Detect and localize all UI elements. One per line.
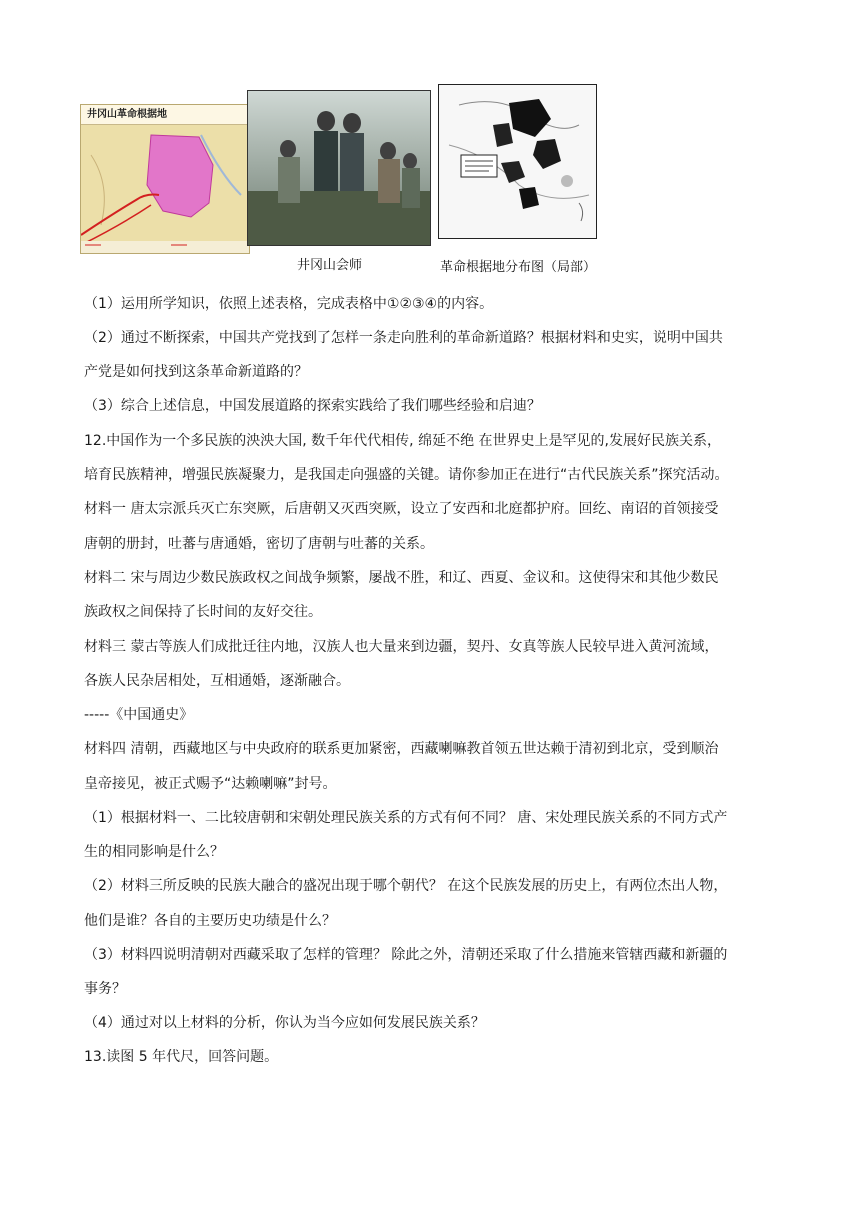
figure-row (80, 84, 620, 274)
text-line: 材料三 蒙古等族人们成批迁往内地，汉族人也大量来到边疆，契丹、女真等族人民较早进入黄河流域， (84, 639, 719, 655)
text-line: 他们是谁？各自的主要历史功绩是什么？ (84, 913, 336, 929)
text-line: 材料二 宋与周边少数民族政权之间战争频繁，屡战不胜，和辽、西夏、金议和。这使得宋和其他少数民 (84, 570, 719, 586)
text-line: （3）材料四说明清朝对西藏采取了怎样的管理？ 除此之外，清朝还采取了什么措施来管辖西藏和新疆的 (84, 947, 728, 963)
map-caption: 革命根据地分布图（局部） (440, 260, 597, 275)
text-line: 唐朝的册封，吐蕃与唐通婚，密切了唐朝与吐蕃的关系。 (84, 536, 434, 552)
text-line: 13.读图 5 年代尺，回答问题。 (84, 1049, 279, 1065)
text-line: 皇帝接见，被正式赐予“达赖喇嘛”封号。 (84, 776, 337, 792)
text-line: 材料一 唐太宗派兵灭亡东突厥，后唐朝又灭西突厥，设立了安西和北庭都护府。回纥、南诏的首领接受 (84, 501, 719, 517)
text-line: 12.中国作为一个多民族的泱泱大国, 数千年代代相传, 绵延不绝 在世界史上是罕见的,发展好民族关系， (84, 433, 721, 449)
text-line: （1）运用所学知识，依照上述表格，完成表格中①②③④的内容。 (84, 296, 494, 312)
text-line: -----《中国通史》 (84, 707, 194, 723)
text-line: 培育民族精神，增强民族凝聚力，是我国走向强盛的关键。请你参加正在进行“古代民族关系”探究活动。 (84, 467, 729, 483)
photo-caption: 井冈山会师 (297, 258, 363, 273)
text-line: （3）综合上述信息，中国发展道路的探索实践给了我们哪些经验和启迪？ (84, 398, 541, 414)
map-drawing (81, 125, 249, 253)
text-line: 各族人民杂居相处，互相通婚，逐渐融合。 (84, 673, 350, 689)
text-line: 产党是如何找到这条革命新道路的？ (84, 364, 308, 380)
distribution-map-drawing (439, 85, 596, 238)
text-line: （1）根据材料一、二比较唐朝和宋朝处理民族关系的方式有何不同？ 唐、宋处理民族关系的不同方式产 (84, 810, 728, 826)
text-line: 事务？ (84, 981, 126, 997)
jinggangshan-meeting-photo (247, 90, 431, 246)
text-line: （4）通过对以上材料的分析，你认为当今应如何发展民族关系？ (84, 1015, 485, 1031)
meeting-painting (248, 91, 430, 245)
text-line: 生的相同影响是什么？ (84, 844, 224, 860)
jinggangshan-map (80, 104, 250, 254)
map-title: 井冈山革命根据地 (81, 105, 249, 125)
text-line: （2）材料三所反映的民族大融合的盛况出现于哪个朝代？ 在这个民族发展的历史上，有两位杰出人物， (84, 878, 728, 894)
base-distribution-map (438, 84, 597, 239)
text-line: 材料四 清朝，西藏地区与中央政府的联系更加紧密，西藏喇嘛教首领五世达赖于清初到北京，受到顺治 (84, 741, 719, 757)
text-line: （2）通过不断探索，中国共产党找到了怎样一条走向胜利的革命新道路？根据材料和史实，说明中国共 (84, 330, 723, 346)
text-line: 族政权之间保持了长时间的友好交往。 (84, 604, 322, 620)
